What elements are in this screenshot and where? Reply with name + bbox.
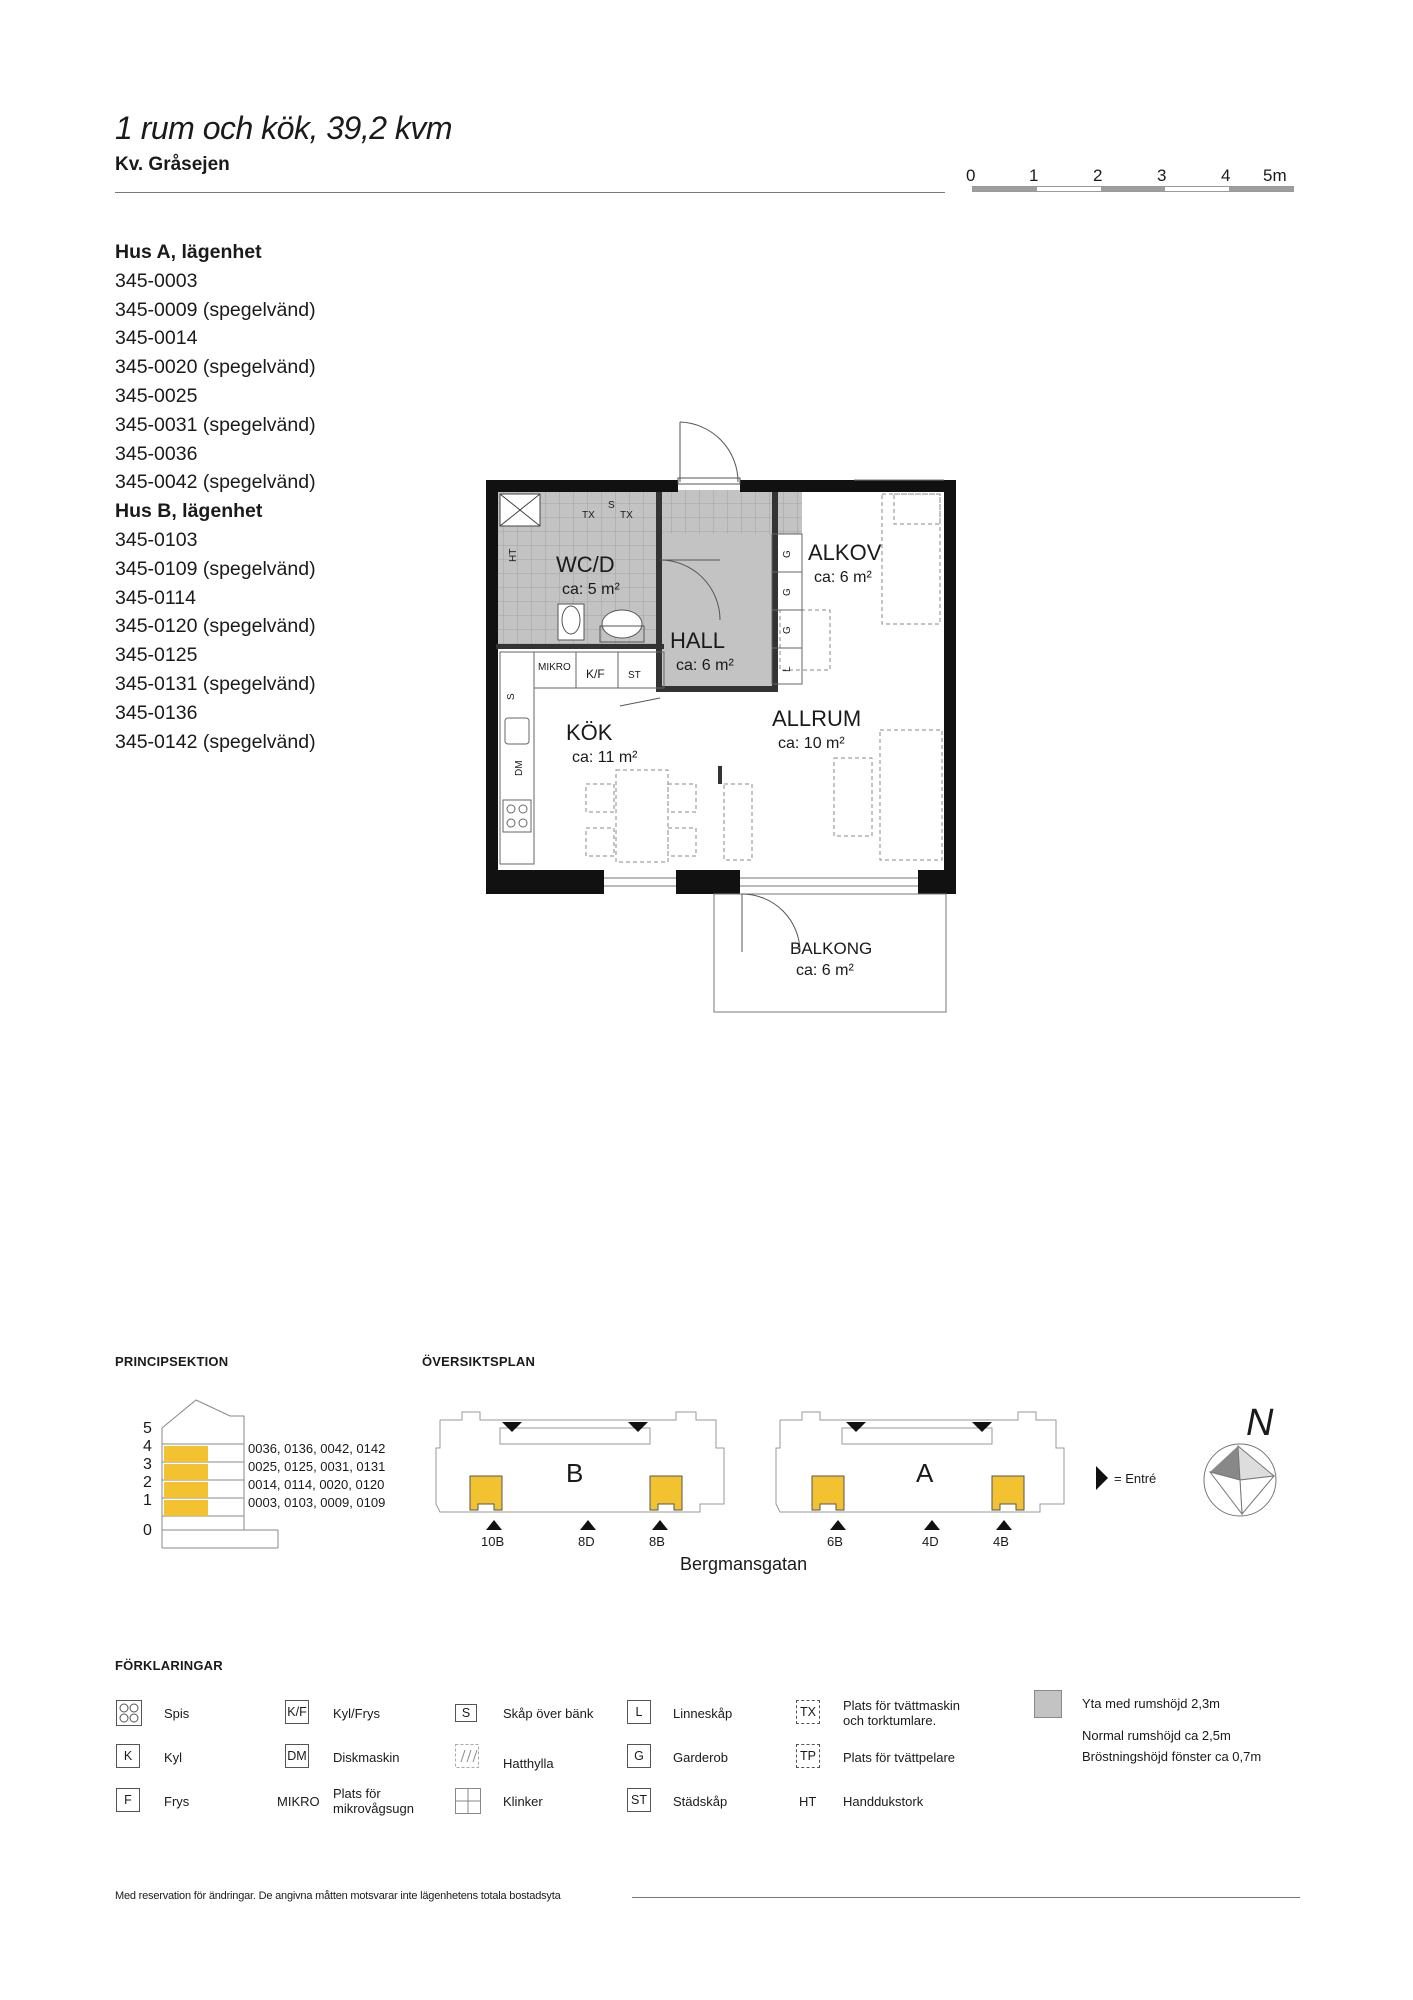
compass-icon [1200, 1440, 1280, 1520]
legend-handduk: Handdukstork [843, 1794, 924, 1809]
legend-kylfrys: Kyl/Frys [333, 1706, 380, 1721]
room-area-balkong: ca: 6 m² [796, 962, 854, 979]
legend-klinker: Klinker [503, 1794, 543, 1809]
entrance-label: 6B [827, 1534, 843, 1549]
footer-divider [632, 1897, 1300, 1898]
apartment-number: 345-0020 (spegelvänd) [115, 356, 316, 379]
legend-tx-box: TX [796, 1700, 820, 1724]
apartment-number: 345-0109 (spegelvänd) [115, 557, 316, 580]
label-g: G [782, 588, 793, 596]
label-kf: K/F [586, 667, 605, 681]
entrance-arrow-icon [1094, 1464, 1110, 1492]
front-door [678, 422, 740, 484]
legend-ht-box: HT [799, 1794, 817, 1809]
floor-number: 5 [143, 1420, 152, 1437]
legend-kyl: Kyl [164, 1750, 183, 1765]
room-name-balkong: BALKONG [790, 939, 873, 958]
legend-st-box: ST [627, 1788, 651, 1812]
scale-label: 4 [1221, 166, 1231, 185]
legend-l-box: L [627, 1700, 651, 1724]
label-st: ST [628, 670, 641, 681]
header-divider [115, 192, 945, 193]
legend-dm-box: DM [285, 1744, 309, 1768]
room-name-wcd: WC/D [556, 552, 615, 577]
entrance-label: 8D [578, 1534, 595, 1549]
legend-g-box: G [627, 1744, 651, 1768]
label-tx: TX [620, 510, 633, 521]
room-area-wcd: ca: 5 m² [562, 581, 620, 598]
label-s: S [608, 500, 615, 511]
apartment-number: 345-0103 [115, 528, 198, 551]
entrance-label: 4D [922, 1534, 939, 1549]
apartment-list [115, 238, 316, 756]
apartment-number: 345-0125 [115, 644, 198, 667]
legend-kf-box: K/F [285, 1700, 309, 1724]
section-diagram [140, 1390, 290, 1560]
legend-tvattpelare: Plats för tvättpelare [843, 1750, 955, 1765]
label-tx: TX [582, 510, 595, 521]
hat-shelf-icon [455, 1744, 479, 1768]
room-area-kok: ca: 11 m² [572, 749, 638, 766]
apartment-number: 345-0009 (spegelvänd) [115, 298, 316, 321]
room-name-hall: HALL [670, 628, 726, 653]
floor-number: 0 [143, 1522, 152, 1539]
apartment-number: 345-0014 [115, 327, 198, 350]
floor-number: 2 [143, 1474, 152, 1491]
room-area-allrum: ca: 10 m² [778, 735, 845, 752]
room-name-kok: KÖK [566, 720, 613, 745]
floor-number: 4 [143, 1438, 152, 1455]
hus-b-header: Hus B, lägenhet [115, 500, 263, 523]
legend-mikro-text: Plats för mikrovågsugn [333, 1786, 414, 1816]
grey-area-swatch [1034, 1690, 1062, 1718]
building-outlines [436, 1412, 1064, 1512]
section-row-label: 0014, 0114, 0020, 0120 [248, 1477, 385, 1492]
page-title: 1 rum och kök, 39,2 kvm [115, 110, 453, 146]
legend-linneskap: Linneskåp [673, 1706, 733, 1721]
scale-label: 2 [1093, 166, 1103, 185]
entrance-label: 8B [649, 1534, 665, 1549]
entrance-label: 10B [481, 1534, 505, 1549]
legend-tp-box: TP [796, 1744, 820, 1768]
legend-title: FÖRKLARINGAR [115, 1658, 223, 1673]
north-label: N [1246, 1402, 1274, 1444]
apartment-number: 345-0036 [115, 442, 198, 465]
room-name-allrum: ALLRUM [772, 706, 862, 731]
apartment-number: 345-0120 (spegelvänd) [115, 615, 316, 638]
legend-garderob: Garderob [673, 1750, 728, 1765]
legend-yta: Yta med rumshöjd 2,3m [1082, 1696, 1221, 1711]
footer-disclaimer: Med reservation för ändringar. De angivna måtten motsvarar inte lägenhetens totala bostadsyta [115, 1890, 561, 1902]
scale-label: 3 [1157, 166, 1167, 185]
legend-tvatt: Plats för tvättmaskin och torktumlare. [843, 1698, 961, 1728]
label-g: G [782, 550, 793, 558]
section-row-label: 0003, 0103, 0009, 0109 [248, 1495, 386, 1510]
hall-tiles [660, 490, 802, 534]
label-ht: HT [508, 548, 519, 562]
room-area-alkov: ca: 6 m² [814, 569, 872, 586]
legend-diskmaskin: Diskmaskin [333, 1750, 400, 1765]
entrance-label: 4B [993, 1534, 1009, 1549]
section-row-label: 0036, 0136, 0042, 0142 [248, 1441, 386, 1456]
floor-number: 3 [143, 1456, 152, 1473]
apartment-number: 345-0042 (spegelvänd) [115, 471, 316, 494]
legend-skap: Skåp över bänk [503, 1706, 594, 1721]
project-name: Kv. Gråsejen [115, 154, 230, 175]
apartment-number: 345-0003 [115, 269, 198, 292]
label-dm: DM [514, 760, 525, 776]
stove-icon [116, 1700, 142, 1726]
room-name-alkov: ALKOV [808, 540, 882, 565]
floor-number: 1 [143, 1492, 152, 1509]
apartment-number: 345-0031 (spegelvänd) [115, 413, 316, 436]
apartment-number: 345-0025 [115, 384, 198, 407]
legend-mikro-box: MIKRO [277, 1794, 320, 1809]
room-area-hall: ca: 6 m² [676, 657, 734, 674]
apartment-number: 345-0142 (spegelvänd) [115, 730, 316, 753]
house-a-label: A [916, 1458, 934, 1488]
legend-normal: Normal rumshöjd ca 2,5m [1082, 1728, 1231, 1743]
legend-hatthylla: Hatthylla [503, 1756, 554, 1771]
section-row-label: 0025, 0125, 0031, 0131 [248, 1459, 386, 1474]
legend-spis: Spis [164, 1706, 190, 1721]
tile-icon [455, 1788, 481, 1814]
hus-a-header: Hus A, lägenhet [115, 241, 262, 263]
shower [500, 494, 540, 526]
scale-label: 5m [1263, 166, 1287, 185]
scale-label: 0 [966, 166, 976, 185]
label-mikro: MIKRO [538, 662, 571, 673]
legend-k-box: K [116, 1744, 140, 1768]
scale-label: 1 [1029, 166, 1039, 185]
oversiktsplan-title: ÖVERSIKTSPLAN [422, 1354, 536, 1369]
legend-frys: Frys [164, 1794, 190, 1809]
label-g: G [782, 626, 793, 634]
apartment-number: 345-0131 (spegelvänd) [115, 672, 316, 695]
legend-stadskap: Städskåp [673, 1794, 728, 1809]
house-b-label: B [566, 1458, 584, 1488]
entrance-legend-text: = Entré [1114, 1471, 1157, 1486]
label-l: L [782, 666, 793, 672]
scale-bar [972, 186, 1294, 192]
street-name: Bergmansgatan [680, 1554, 808, 1574]
legend-brost: Bröstningshöjd fönster ca 0,7m [1082, 1749, 1262, 1764]
label-s-cabinet: S [506, 693, 517, 700]
principsektion-title: PRINCIPSEKTION [115, 1354, 229, 1369]
highlighted-units [470, 1476, 1024, 1510]
section-highlight [164, 1446, 208, 1516]
apartment-number: 345-0136 [115, 701, 198, 724]
floor-plan [470, 420, 1010, 1020]
apartment-number: 345-0114 [115, 586, 196, 609]
hall-door [620, 698, 660, 706]
legend-s-box: S [455, 1704, 477, 1722]
legend-f-box: F [116, 1788, 140, 1812]
